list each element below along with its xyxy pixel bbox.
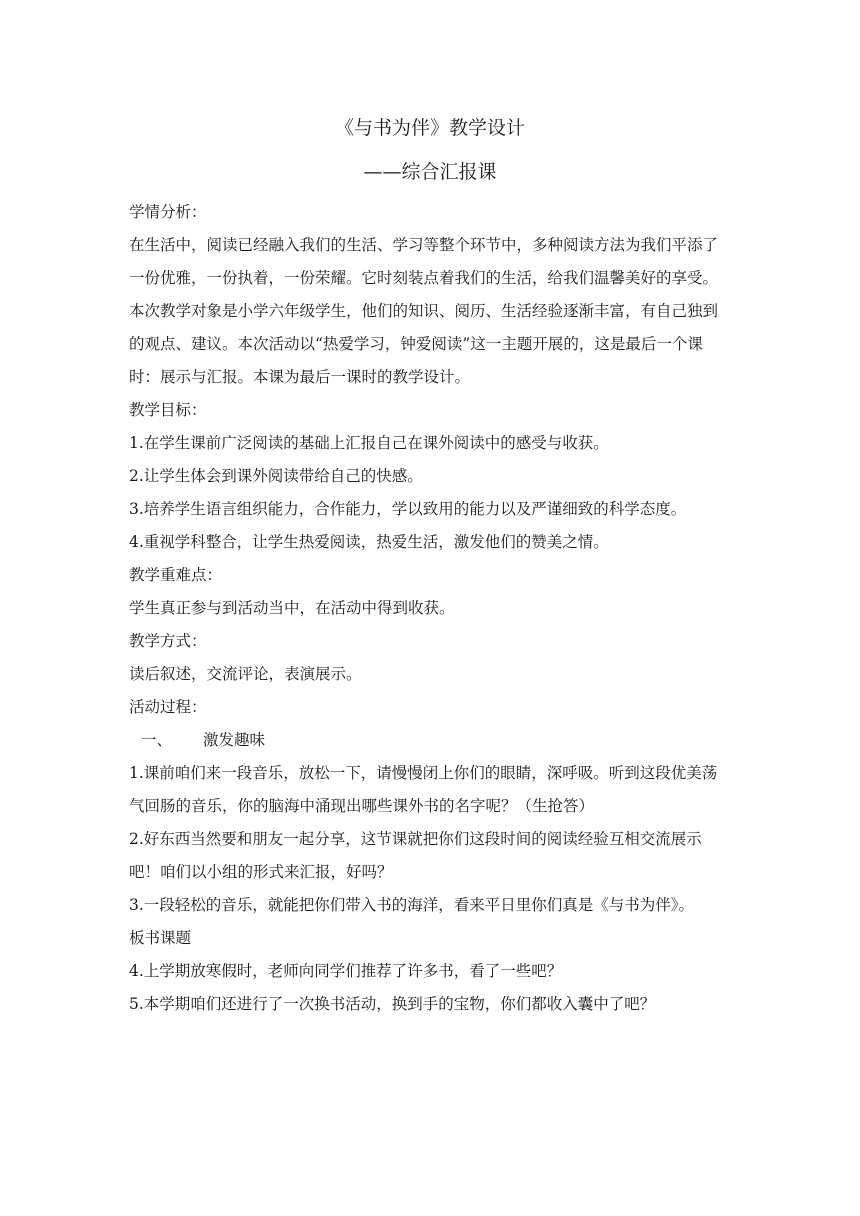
list-item: 2.好东西当然要和朋友一起分享，这节课就把你们这段时间的阅读经验互相交流展示吧！咱们以小组的形式来汇报，好吗？ [129,830,702,881]
list-item: 5.本学期咱们还进行了一次换书活动，换到手的宝物，你们都收入囊中了吧？ [129,995,656,1013]
section-process [129,691,731,1021]
document-subtitle: ——综合汇报课 [363,161,497,183]
section-method [129,625,731,691]
sub-heading-title: 激发趣味 [203,731,266,749]
list-item: 2.让学生体会到课外阅读带给自己的快感。 [129,467,423,485]
list-item: 1.在学生课前广泛阅读的基础上汇报自己在课外阅读中的感受与收获。 [129,434,609,452]
section-heading-goals: 教学目标： [129,401,207,419]
paragraph: 本次教学对象是小学六年级学生，他们的知识、阅历、生活经验逐渐丰富，有自己独到的观点、建议。本次活动以“热爱学习，钟爱阅读”这一主题开展的，这是最后一个课时：展示与汇报。本课为最后一课时的教学设计。 [129,302,719,386]
section-heading-method: 教学方式： [129,632,207,650]
section-goals [129,394,731,559]
list-item: 3.培养学生语言组织能力，合作能力，学以致用的能力以及严谨细致的科学态度。 [129,500,687,518]
document-title: 《与书为伴》教学设计 [334,117,525,139]
section-key [129,559,731,625]
list-item: 3.一段轻松的音乐，就能把你们带入书的海洋，看来平日里你们真是《与书为伴》。 [129,896,695,914]
section-heading-analysis: 学情分析： [129,203,207,221]
paragraph: 学生真正参与到活动当中，在活动中得到收获。 [129,599,455,617]
sub-heading-number: 一、 [141,731,173,749]
list-item: 板书课题 [129,929,192,947]
section-heading-process: 活动过程： [129,698,207,716]
section-heading-key: 教学重难点： [129,566,223,584]
document-page [129,108,731,1021]
paragraph: 在生活中，阅读已经融入我们的生活、学习等整个环节中，多种阅读方法为我们平添了一份优雅，一份执着，一份荣耀。它时刻装点着我们的生活，给我们温馨美好的享受。 [129,236,719,287]
section-analysis [129,196,731,394]
list-item: 4.重视学科整合，让学生热爱阅读，热爱生活，激发他们的赞美之情。 [129,533,609,551]
sub-heading [129,724,731,757]
list-item: 4.上学期放寒假时，老师向同学们推荐了许多书，看了一些吧？ [129,962,563,980]
paragraph: 读后叙述，交流评论，表演展示。 [129,665,362,683]
list-item: 1.课前咱们来一段音乐，放松一下，请慢慢闭上你们的眼睛，深呼吸。听到这段优美荡气回肠的音乐，你的脑海中涌现出哪些课外书的名字呢？（生抢答） [129,764,718,815]
